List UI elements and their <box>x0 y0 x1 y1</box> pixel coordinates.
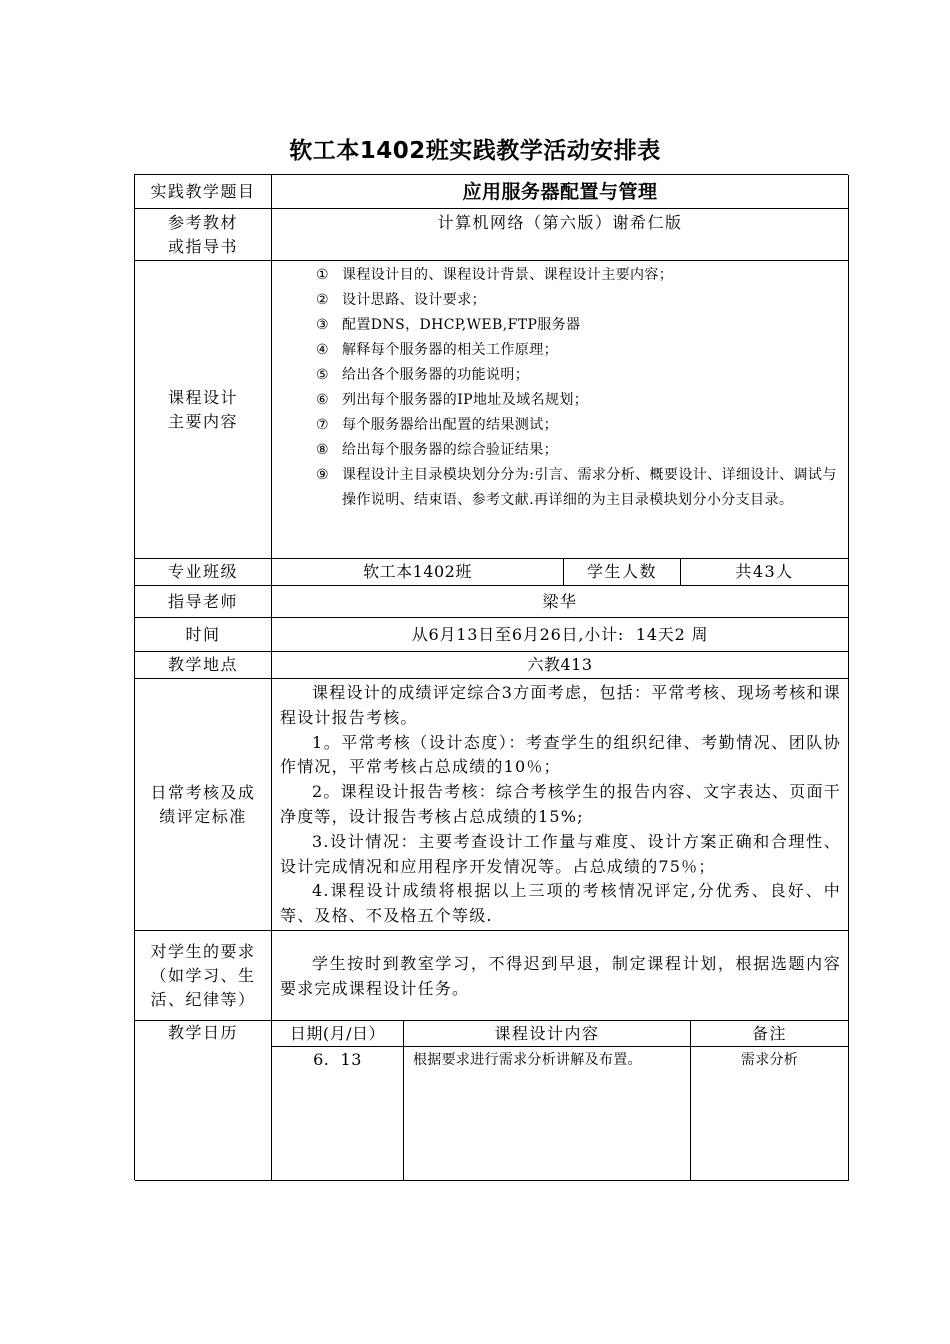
calendar-header-date: 日期(月/日） <box>272 1021 404 1047</box>
content-item-6-text: 列出每个服务器的IP地址及域名规划； <box>342 392 589 408</box>
content-item-1 <box>316 263 842 288</box>
calendar-row-content <box>404 1047 691 1181</box>
calendar-row-note-text: 需求分析 <box>740 1052 799 1068</box>
calendar-header-note: 备注 <box>691 1021 849 1047</box>
topic-label: 实践教学题目 <box>135 175 272 209</box>
assessment-para-3: 2。课程设计报告考核：综合考核学生的报告内容、文字表达、页面干净度等，设计报告考核占总成绩的15%; <box>280 782 841 826</box>
content-item-5-num: ⑤ <box>316 367 329 383</box>
requirements-label-line3: 活、纪律等） <box>150 989 256 1009</box>
content-label <box>135 261 272 559</box>
assessment-label <box>135 679 272 931</box>
requirements-label-line2: （如学习、生 <box>150 965 256 985</box>
requirements-label-line1: 对学生的要求 <box>150 941 256 961</box>
calendar-row-content-text: 根据要求进行需求分析讲解及布置。 <box>413 1052 642 1068</box>
assessment-para-4: 3.设计情况：主要考查设计工作量与难度、设计方案正确和合理性、设计完成情况和应用程序开发情况等。占总成绩的75％； <box>280 831 841 876</box>
textbook-label-line1: 参考教材 <box>167 212 238 232</box>
assessment-value <box>272 679 849 931</box>
content-item-6 <box>316 388 842 413</box>
content-item-4-text: 解释每个服务器的相关工作原理； <box>342 342 558 358</box>
textbook-value <box>272 209 849 261</box>
content-item-2 <box>316 288 842 313</box>
requirements-value <box>272 931 849 1021</box>
count-label: 学生人数 <box>564 559 681 586</box>
calendar-row-date-text: 6. 13 <box>313 1050 362 1069</box>
place-label: 教学地点 <box>135 652 272 679</box>
textbook-value-text: 计算机网络（第六版）谢希仁版 <box>437 213 683 232</box>
assessment-para-2: 1。平常考核（设计态度）：考查学生的组织纪律、考勤情况、团队协作情况，平常考核占总成绩的10％； <box>280 732 841 777</box>
content-item-8 <box>316 438 842 463</box>
calendar-label-text: 教学日历 <box>167 1023 238 1042</box>
content-item-1-num: ① <box>316 267 329 283</box>
content-item-3-num: ③ <box>316 317 329 333</box>
calendar-header-content: 课程设计内容 <box>404 1021 691 1047</box>
teacher-value: 梁华 <box>272 586 849 618</box>
content-item-3-text: 配置DNS，DHCP,WEB,FTP服务器 <box>342 317 581 333</box>
place-value: 六教413 <box>272 652 849 679</box>
schedule-table <box>134 174 848 1180</box>
content-item-6-num: ⑥ <box>316 392 329 408</box>
assessment-label-line1: 日常考核及成 <box>150 782 256 802</box>
content-item-5 <box>316 363 842 388</box>
assessment-para-1: 课程设计的成绩评定综合3方面考虑，包括：平常考核、现场考核和课程设计报告考核。 <box>280 683 841 727</box>
content-item-1-text: 课程设计目的、课程设计背景、课程设计主要内容； <box>342 267 674 283</box>
content-item-5-text: 给出各个服务器的功能说明； <box>342 367 530 383</box>
requirements-text: 学生按时到教室学习，不得迟到早退，制定课程计划，根据选题内容要求完成课程设计任务。 <box>280 953 841 998</box>
assessment-text <box>272 679 848 929</box>
content-item-8-num: ⑧ <box>316 442 329 458</box>
content-item-9-num: ⑨ <box>316 467 329 483</box>
class-value: 软工本1402班 <box>272 559 564 586</box>
calendar-row-date <box>272 1047 404 1181</box>
content-item-9-text: 课程设计主目录模块划分分为:引言、需求分析、概要设计、详细设计、调试与操作说明、结束语、参考文献.再详细的为主目录模块划分小分支目录。 <box>342 467 837 508</box>
calendar-row-note <box>691 1047 849 1181</box>
content-item-2-num: ② <box>316 292 329 308</box>
content-value <box>272 261 849 559</box>
content-item-7 <box>316 413 842 438</box>
content-item-8-text: 给出每个服务器的综合验证结果； <box>342 442 558 458</box>
time-label: 时间 <box>135 618 272 652</box>
textbook-label <box>135 209 272 261</box>
assessment-label-line2: 绩评定标准 <box>159 806 247 826</box>
assessment-para-5: 4.课程设计成绩将根据以上三项的考核情况评定,分优秀、良好、中等、及格、不及格五个等级. <box>280 881 841 926</box>
class-label: 专业班级 <box>135 559 272 586</box>
content-label-line1: 课程设计 <box>167 387 238 407</box>
page-title: 软工本1402班实践教学活动安排表 <box>289 138 661 164</box>
content-label-line2: 主要内容 <box>167 411 238 431</box>
teacher-label: 指导老师 <box>135 586 272 618</box>
content-item-4 <box>316 338 842 363</box>
time-value: 从6月13日至6月26日,小计: 14天2 周 <box>272 618 849 652</box>
content-item-4-num: ④ <box>316 342 329 358</box>
topic-value: 应用服务器配置与管理 <box>272 175 849 209</box>
content-item-3 <box>316 313 842 338</box>
calendar-label <box>135 1021 272 1181</box>
requirements-label <box>135 931 272 1021</box>
content-item-9 <box>316 463 842 513</box>
content-item-7-num: ⑦ <box>316 417 329 433</box>
content-item-7-text: 每个服务器给出配置的结果测试； <box>342 417 558 433</box>
content-list <box>272 261 848 513</box>
textbook-label-line2: 或指导书 <box>167 236 238 256</box>
count-value: 共43人 <box>681 559 849 586</box>
content-item-2-text: 设计思路、设计要求； <box>342 292 486 308</box>
